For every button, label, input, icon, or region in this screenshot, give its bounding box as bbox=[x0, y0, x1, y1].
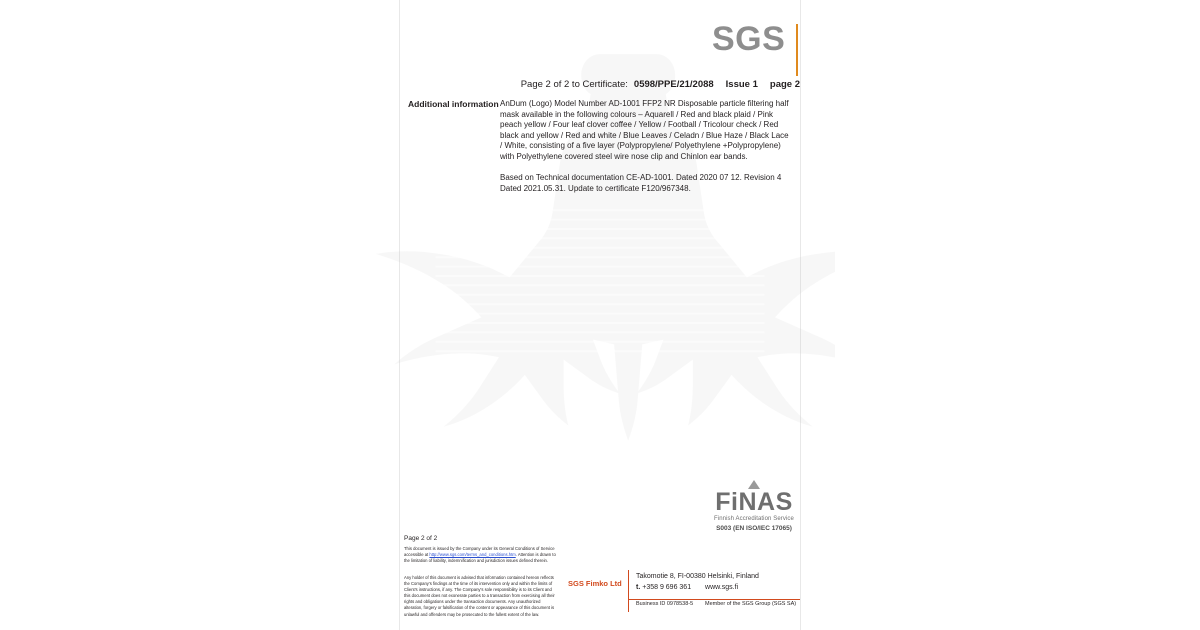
footer-legal-conditions-tail: . Attention is drawn to the limitation of liability, indemnification and jurisdiction issues defined therein. bbox=[404, 552, 556, 564]
footer-address-block bbox=[636, 572, 759, 593]
certificate-number: 0598/PPE/21/2088 bbox=[633, 79, 714, 90]
certificate-page-label: Page 2 of 2 to Certificate: bbox=[520, 79, 628, 90]
footer-vertical-divider bbox=[628, 570, 629, 612]
finas-subtitle: Finnish Accreditation Service bbox=[714, 516, 794, 522]
certificate-header-line bbox=[400, 79, 800, 90]
additional-information-body bbox=[500, 99, 792, 194]
certificate-issue: Issue 1 bbox=[725, 79, 758, 90]
sgs-logo-text: SGS bbox=[712, 20, 786, 58]
footer-address: Takomotie 8, FI-00380 Helsinki, Finland bbox=[636, 573, 759, 580]
additional-information-paragraph-2: Based on Technical documentation CE-AD-1001. Dated 2020 07 12. Revision 4 Dated 2021.05.31. Update to certificate F120/967348. bbox=[500, 173, 782, 193]
footer-group-membership: Member of the SGS Group (SGS SA) bbox=[705, 601, 797, 607]
footer-company-name: SGS Fimko Ltd bbox=[568, 579, 622, 588]
finas-logo-text: FiNAS bbox=[715, 488, 793, 516]
sgs-logo bbox=[712, 22, 798, 76]
footer-tel: +358 9 696 361 bbox=[642, 583, 692, 591]
finas-accreditation-code: S003 (EN ISO/IEC 17065) bbox=[716, 525, 792, 532]
terms-and-conditions-link[interactable]: http://www.sgs.com/terms_and_conditions.htm bbox=[429, 552, 516, 558]
page-edge-left bbox=[399, 0, 400, 630]
footer-legal-conditions bbox=[404, 546, 556, 564]
footer-tel-label: t. bbox=[636, 583, 641, 591]
footer-page-label: Page 2 of 2 bbox=[404, 535, 438, 542]
footer-website[interactable]: www.sgs.fi bbox=[705, 583, 739, 591]
finas-logo bbox=[708, 480, 800, 532]
page-edge-right bbox=[800, 0, 801, 630]
footer-horizontal-rule bbox=[628, 599, 800, 600]
sgs-logo-accent-bar bbox=[796, 24, 798, 76]
additional-information-paragraph-1: AnDum (Logo) Model Number AD-1001 FFP2 NR Disposable particle filtering half mask available in the following colours – Aquarell / Red and black plaid / Pink peach yellow / Four leaf clover coffee / Yellow / Football / Tricolour check / Red black and yellow / Red and white / Blue Leaves / Celadn / Blue Haze / Black Lace / White, consisting of a five layer (Polypropylene/ Polyethylene +Polypropylene) with Polyethylene covered steel wire nose clip and Chinlon ear bands. bbox=[500, 99, 789, 161]
footer-legal-disclaimer: Any holder of this document is advised that information contained hereon reflects the Company's findings at the time of its intervention only and within the limits of Client's instructions, if any. The Company's sole responsibility is to its Client and this document does not exonerate parties to a transaction from exercising all their rights and obligations under the transaction documents. Any unauthorized alteration, forgery or falsification of the content or appearance of this document is unlawful and offenders may be prosecuted to the fullest extent of the law. bbox=[404, 575, 555, 617]
certificate-page-number: page 2 bbox=[769, 79, 800, 90]
footer-business-id: Business ID 0978538-5 bbox=[636, 601, 694, 607]
footer-legal-conditions-text: This document is issued by the Company under its General Conditions of Service accessible at bbox=[404, 546, 555, 558]
additional-information-label: Additional information bbox=[408, 99, 499, 109]
